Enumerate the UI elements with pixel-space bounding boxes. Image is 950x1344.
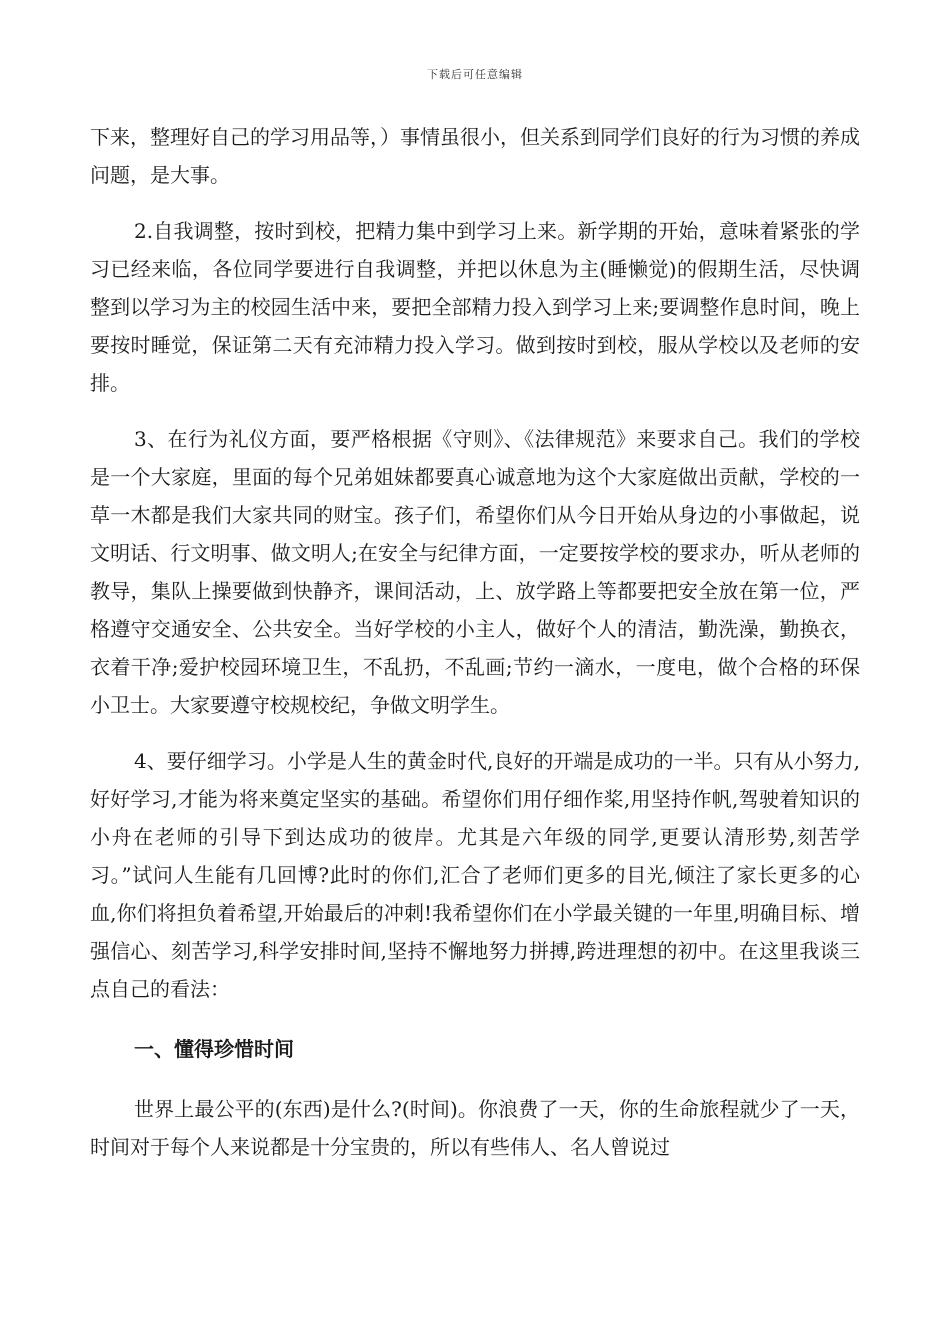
- paragraph-item-2: 2.自我调整，按时到校，把精力集中到学习上来。新学期的开始，意味着紧张的学习已经来临，各位同学要进行自我调整，并把以休息为主(睡懒觉)的假期生活，尽快调整到以学习为主的校园生活中来，要把全部精力投入到学习上来;要调整作息时间，晚上要按时睡觉，保证第二天有充沛精力投入学习。做到按时到校，服从学校以及老师的安排。: [90, 219, 860, 395]
- section-heading: 一、懂得珍惜时间: [134, 1037, 294, 1061]
- paragraph-item-4: 4、要仔细学习。小学是人生的黄金时代,良好的开端是成功的一半。只有从小努力,好好学习,才能为将来奠定坚实的基础。希望你们用仔细作桨,用坚持作帆,驾驶着知识的小舟在老师的引导下到达成功的彼岸。尤其是六年级的同学,更要认清形势,刻苦学习。”试问人生能有几回博?此时的你们,汇合了老师们更多的目光,倾注了家长更多的心血,你们将担负着希望,开始最后的冲刺!我希望你们在小学最关键的一年里,明确目标、增强信心、刻苦学习,科学安排时间,坚持不懈地努力拼搏,跨进理想的初中。在这里我谈三点自己的看法：: [90, 749, 860, 1001]
- paragraph-item-3: 3、在行为礼仪方面，要严格根据《守则》、《法律规范》来要求自己。我们的学校是一个大家庭，里面的每个兄弟姐妹都要真心诚意地为这个大家庭做出贡献，学校的一草一木都是我们大家共同的财宝。孩子们，希望你们从今日开始从身边的小事做起，说文明话、行文明事、做文明人;在安全与纪律方面，一定要按学校的要求办，听从老师的教导，集队上操要做到快静齐，课间活动，上、放学路上等都要把安全放在第一位，严格遵守交通安全、公共安全。当好学校的小主人，做好个人的清洁，勤洗澡，勤换衣，衣着干净;爱护校园环境卫生，不乱扔，不乱画;节约一滴水，一度电，做个合格的环保小卫士。大家要遵守校规校纪，争做文明学生。: [90, 427, 860, 717]
- document-body: [90, 118, 860, 1166]
- paragraph-section-body: 世界上最公平的(东西)是什么?(时间)。你浪费了一天，你的生命旅程就少了一天，时间对于每个人来说都是十分宝贵的，所以有些伟人、名人曾说过: [90, 1097, 860, 1159]
- paragraph-continuation: 下来，整理好自己的学习用品等，）事情虽很小，但关系到同学们良好的行为习惯的养成问题，是大事。: [90, 125, 860, 187]
- header-note: 下载后可任意编辑: [427, 68, 523, 81]
